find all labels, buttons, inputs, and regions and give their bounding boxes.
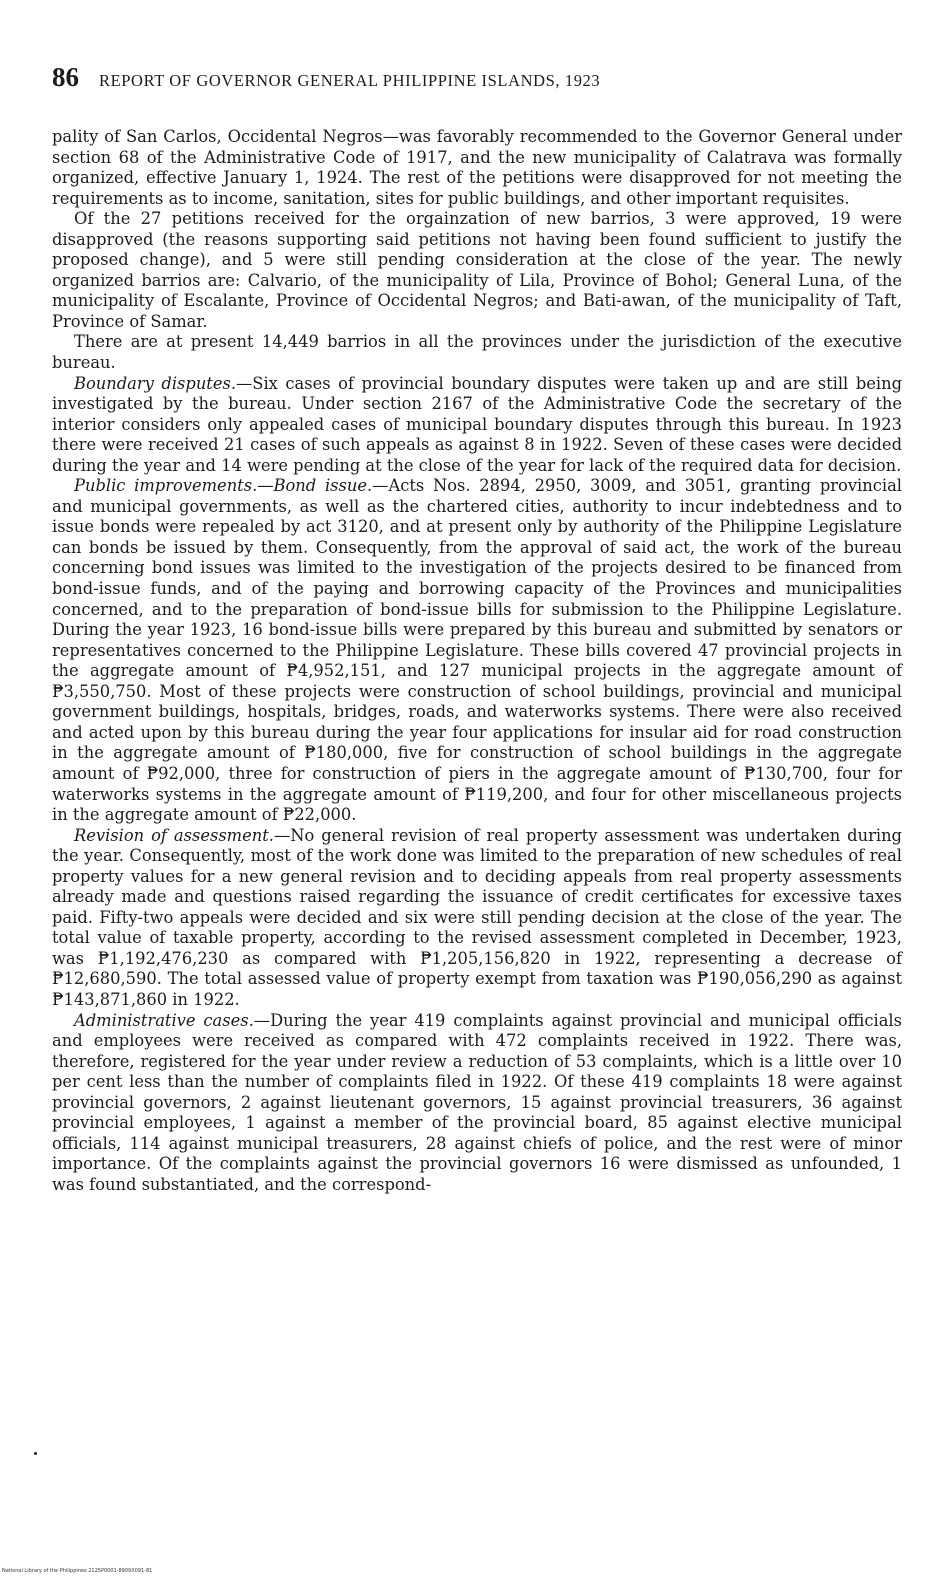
page-header	[52, 62, 902, 93]
paragraph-text: pality of San Carlos, Occidental Negros—was favorably recommended to the Governor General under section 68 of the Administrative Code of 1917, and the new municipality of Calatrava was formally organized, effective January 1, 1924. The rest of the petitions were disapproved for not meeting the requirements as to income, sanitation, sites for public buildings, and other important requisites.	[52, 127, 902, 208]
section-heading: Administrative cases.	[74, 1010, 254, 1030]
section-heading: Boundary disputes.	[74, 373, 237, 393]
paragraph-text: —During the year 419 complaints against provincial and municipal officials and employees were received as compared with 472 complaints received in 1922. There was, therefore, registered for the year under review a reduction of 53 complaints, which is a little over 10 per cent less than the number of complaints filed in 1922. Of these 419 complaints 18 were against provincial governors, 2 against lieutenant governors, 15 against provincial treasurers, 36 against provincial employees, 1 against a member of the provincial board, 85 against elective municipal officials, 114 against municipal treasurers, 28 against chiefs of police, and the rest were of minor importance. Of the complaints against the provincial governors 16 were dismissed as unfounded, 1 was found substantiated, and the correspond-	[52, 1010, 902, 1194]
paragraph	[52, 332, 902, 373]
section-heading: Public improvements.—Bond issue.	[74, 476, 373, 496]
paragraph	[52, 209, 902, 332]
running-title: REPORT OF GOVERNOR GENERAL PHILIPPINE ISLANDS, 1923	[99, 71, 601, 90]
document-page	[52, 62, 902, 1195]
page-number: 86	[52, 62, 79, 92]
scan-footer: National Library of the Philippines 2125P0001-8909X091-81	[2, 1568, 153, 1574]
paragraph	[52, 127, 902, 209]
paragraph	[52, 1011, 902, 1196]
body-text	[52, 127, 902, 1195]
paragraph-text: —Six cases of provincial boundary disputes were taken up and are still being investigated by the bureau. Under section 2167 of the Administrative Code the secretary of the interior considers only appealed cases of municipal boundary disputes through this bureau. In 1923 there were received 21 cases of such appeals as against 8 in 1922. Seven of these cases were decided during the year and 14 were pending at the close of the year for lack of the required data for decision.	[52, 373, 902, 475]
paragraph	[52, 374, 902, 477]
paragraph	[52, 826, 902, 1011]
paragraph-text: Of the 27 petitions received for the orgainzation of new barrios, 3 were approved, 19 were disapproved (the reasons supporting said petitions not having been found sufficient to justify the proposed change), and 5 were still pending consideration at the close of the year. The newly organized barrios are: Calvario, of the municipality of Lila, Province of Bohol; General Luna, of the municipality of Escalante, Province of Occidental Negros; and Bati-awan, of the municipality of Taft, Province of Samar.	[52, 209, 902, 331]
section-heading: Revision of assessment.	[74, 825, 274, 845]
paragraph-text: —No general revision of real property assessment was undertaken during the year. Consequently, most of the work done was limited to the preparation of new schedules of real property values for a new general revision and to deciding appeals from real property assessments already made and questions raised regarding the issuance of credit certificates for excessive taxes paid. Fifty-two appeals were decided and six were still pending decision at the close of the year. The total value of taxable property, according to the revised assessment completed in December, 1923, was ₱1,192,476,230 as compared with ₱1,205,156,820 in 1922, representing a decrease of ₱12,680,590. The total assessed value of property exempt from taxation was ₱190,056,290 as against ₱143,871,860 in 1922.	[52, 825, 902, 1009]
paragraph	[52, 476, 902, 825]
paragraph-text: —Acts Nos. 2894, 2950, 3009, and 3051, granting provincial and municipal governments, as well as the chartered cities, authority to incur indebtedness and to issue bonds were repealed by act 3120, and at present only by authority of the Philippine Legislature can bonds be issued by them. Consequently, from the approval of said act, the work of the bureau concerning bond issues was limited to the investigation of the projects desired to be financed from bond-issue funds, and of the paying and borrowing capacity of the Provinces and municipalities concerned, and to the preparation of bond-issue bills for submission to the Philippine Legislature. During the year 1923, 16 bond-issue bills were prepared by this bureau and submitted by senators or representatives concerned to the Philippine Legislature. These bills covered 47 provincial projects in the aggregate amount of ₱4,952,151, and 127 municipal projects in the aggregate amount of ₱3,550,750. Most of these projects were construction of school buildings, provincial and municipal government buildings, hospitals, bridges, roads, and waterworks systems. There were also received and acted upon by this bureau during the year four applications for insular aid for road construction in the aggregate amount of ₱180,000, five for construction of school buildings in the aggregate amount of ₱92,000, three for construction of piers in the aggregate amount of ₱130,700, four for waterworks systems in the aggregate amount of ₱119,200, and four for other miscellaneous projects in the aggregate amount of ₱22,000.	[52, 476, 902, 825]
paragraph-text: There are at present 14,449 barrios in all the provinces under the jurisdiction of the executive bureau.	[52, 332, 902, 373]
margin-mark	[34, 1452, 37, 1455]
